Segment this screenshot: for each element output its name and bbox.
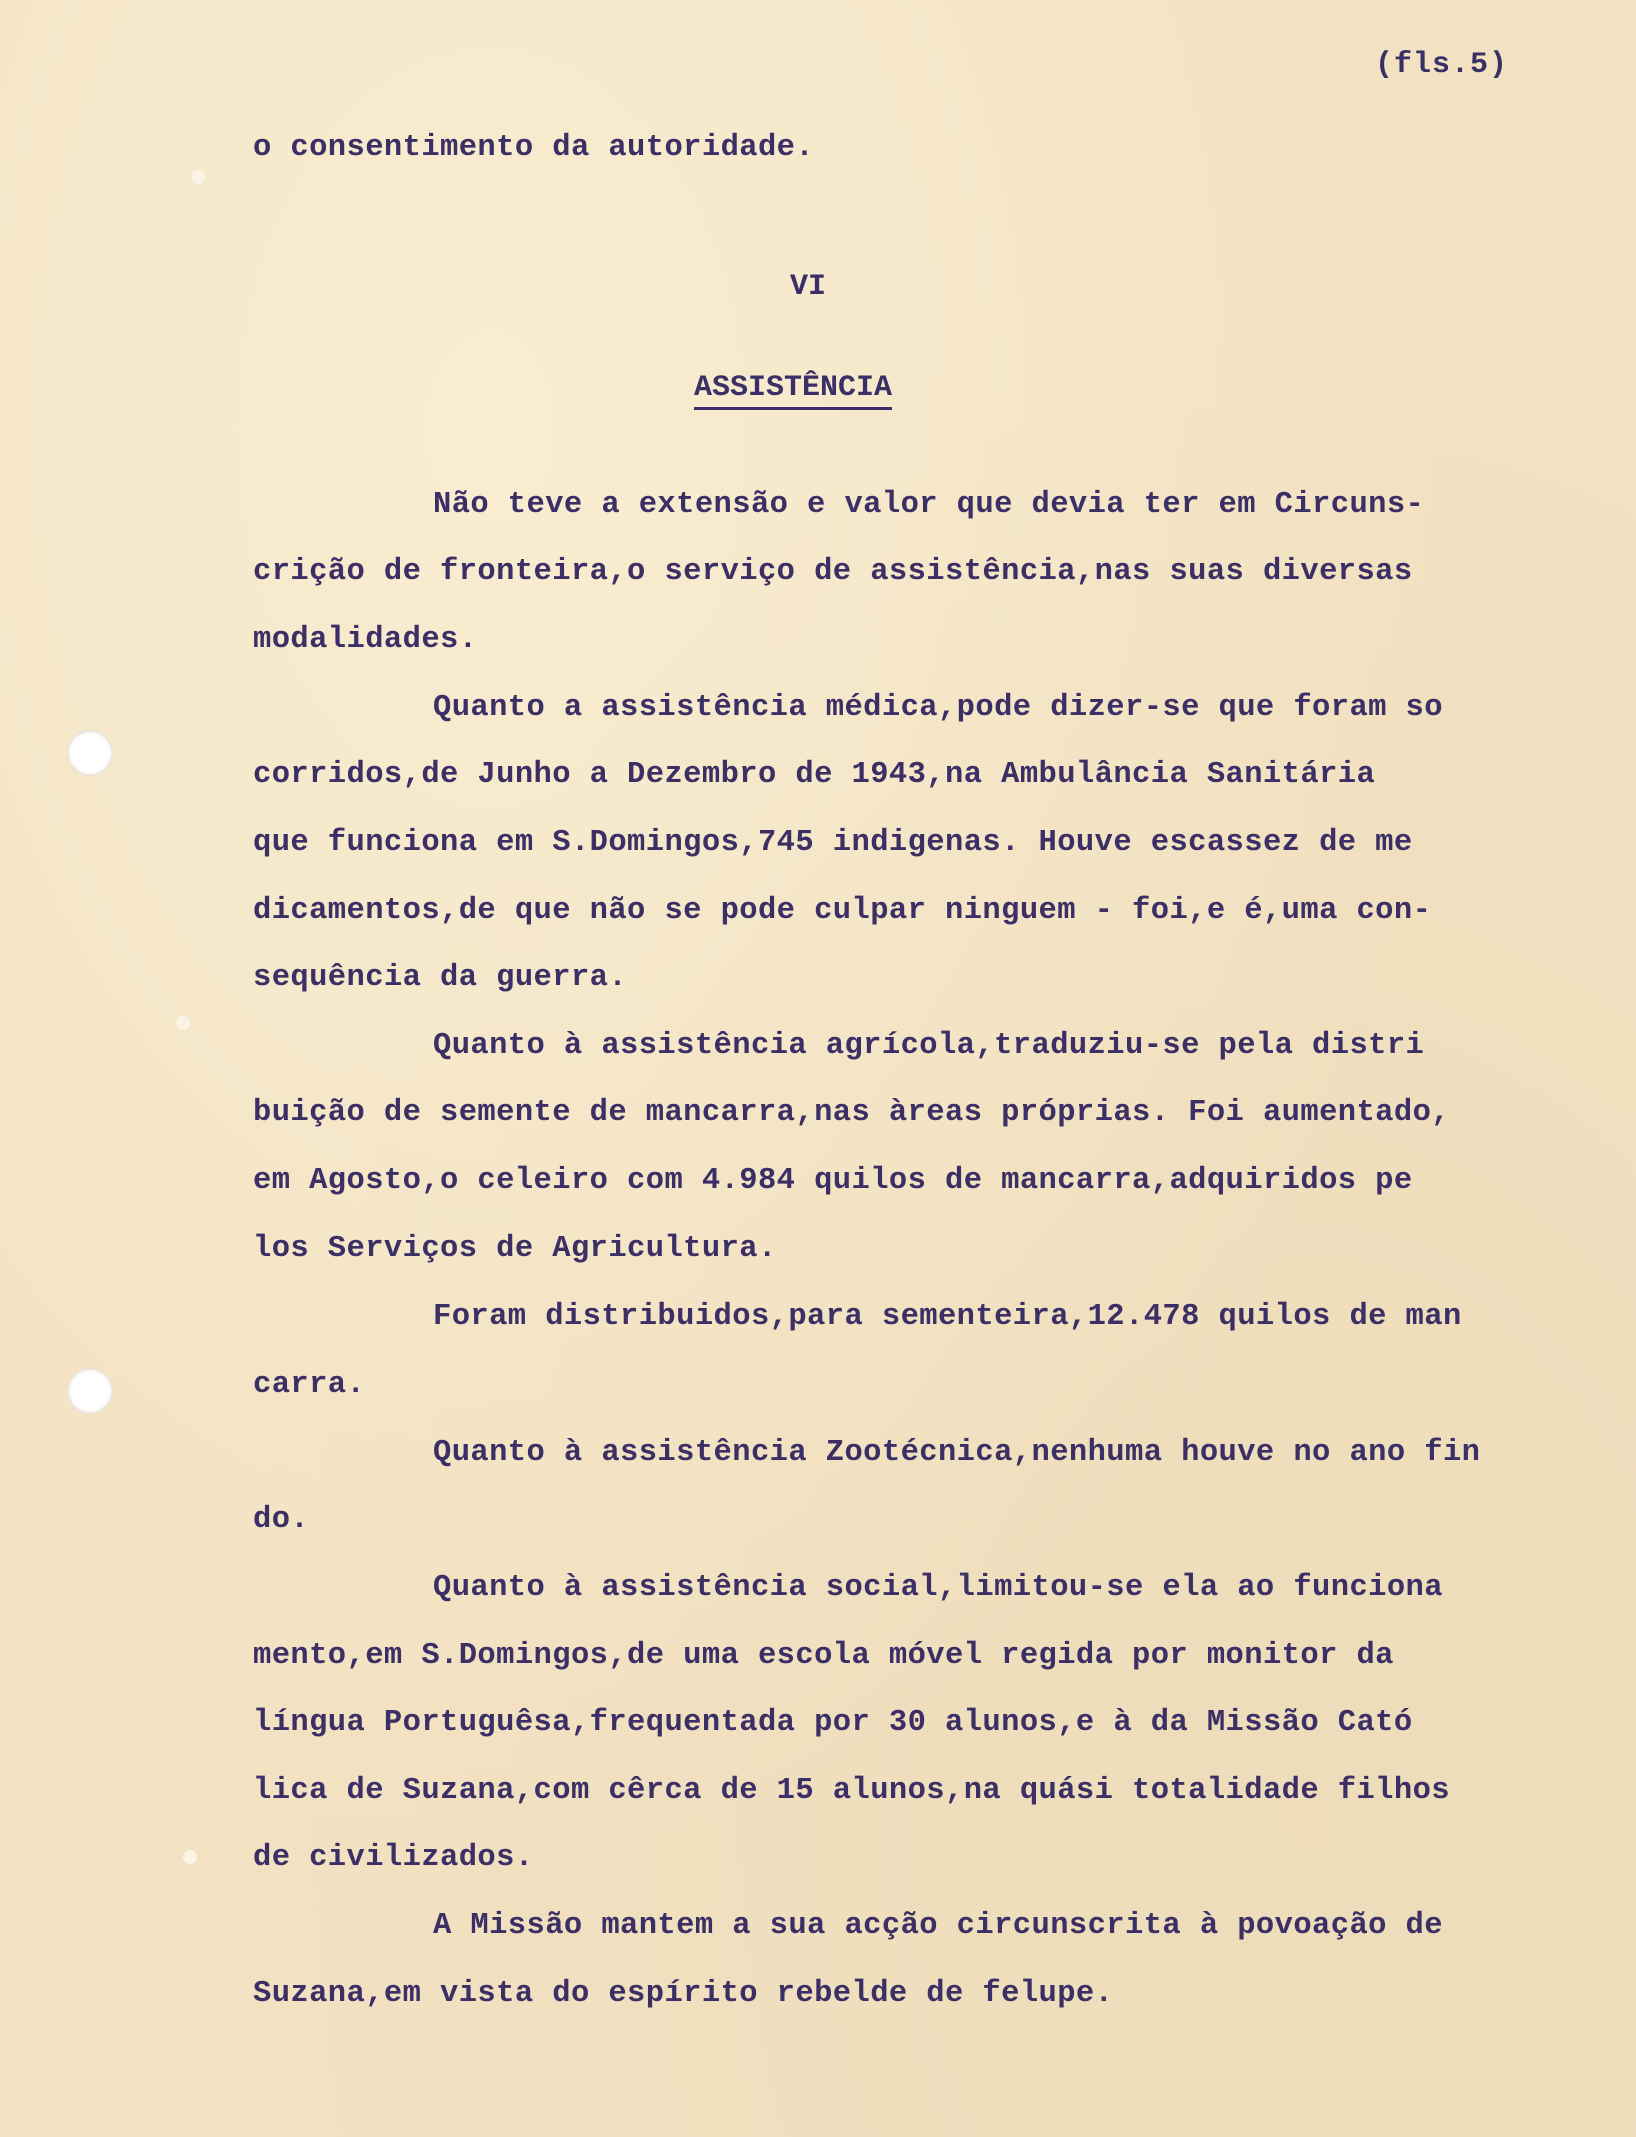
text-line: Suzana,em vista do espírito rebelde de felupe. bbox=[253, 1977, 1114, 2011]
paper-mark-3 bbox=[183, 1850, 197, 1864]
text-line: lica de Suzana,com cêrca de 15 alunos,na quási totalidade filhos bbox=[253, 1774, 1450, 1808]
text-line: carra. bbox=[253, 1368, 366, 1402]
punch-hole-bottom bbox=[67, 1368, 113, 1414]
text-line: Foram distribuidos,para sementeira,12.478 quilos de man bbox=[433, 1300, 1462, 1334]
text-line: buição de semente de mancarra,nas àreas próprias. Foi aumentado, bbox=[253, 1096, 1450, 1130]
text-line: A Missão mantem a sua acção circunscrita à povoação de bbox=[433, 1909, 1443, 1943]
text-line: mento,em S.Domingos,de uma escola móvel regida por monitor da bbox=[253, 1639, 1394, 1673]
punch-hole-top bbox=[67, 730, 113, 776]
text-line: sequência da guerra. bbox=[253, 961, 628, 995]
text-line: do. bbox=[253, 1503, 310, 1537]
text-line: que funciona em S.Domingos,745 indigenas. Houve escassez de me bbox=[253, 826, 1413, 860]
text-line: o consentimento da autoridade. bbox=[253, 131, 815, 165]
text-line: de civilizados. bbox=[253, 1841, 534, 1875]
folio-number: (fls.5) bbox=[1374, 48, 1508, 82]
text-line: em Agosto,o celeiro com 4.984 quilos de mancarra,adquiridos pe bbox=[253, 1164, 1413, 1198]
section-title: ASSISTÊNCIA bbox=[694, 371, 892, 410]
section-number: VI bbox=[790, 270, 827, 304]
text-line: língua Portuguêsa,frequentada por 30 alunos,e à da Missão Cató bbox=[253, 1706, 1413, 1740]
text-line: Quanto à assistência agrícola,traduziu-se pela distri bbox=[433, 1029, 1425, 1063]
text-line: corridos,de Junho a Dezembro de 1943,na Ambulância Sanitária bbox=[253, 758, 1376, 792]
paper-mark-1 bbox=[191, 170, 205, 184]
text-line: los Serviços de Agricultura. bbox=[253, 1232, 777, 1266]
text-line: Não teve a extensão e valor que devia ter em Circuns- bbox=[433, 488, 1425, 522]
text-line: dicamentos,de que não se pode culpar ninguem - foi,e é,uma con- bbox=[253, 894, 1432, 928]
text-line: Quanto à assistência Zootécnica,nenhuma houve no ano fin bbox=[433, 1436, 1481, 1470]
text-line: Quanto a assistência médica,pode dizer-se que foram so bbox=[433, 691, 1443, 725]
text-line: Quanto à assistência social,limitou-se ela ao funciona bbox=[433, 1571, 1443, 1605]
paper-mark-2 bbox=[176, 1016, 190, 1030]
text-line: crição de fronteira,o serviço de assistência,nas suas diversas bbox=[253, 555, 1413, 589]
text-line: modalidades. bbox=[253, 623, 478, 657]
